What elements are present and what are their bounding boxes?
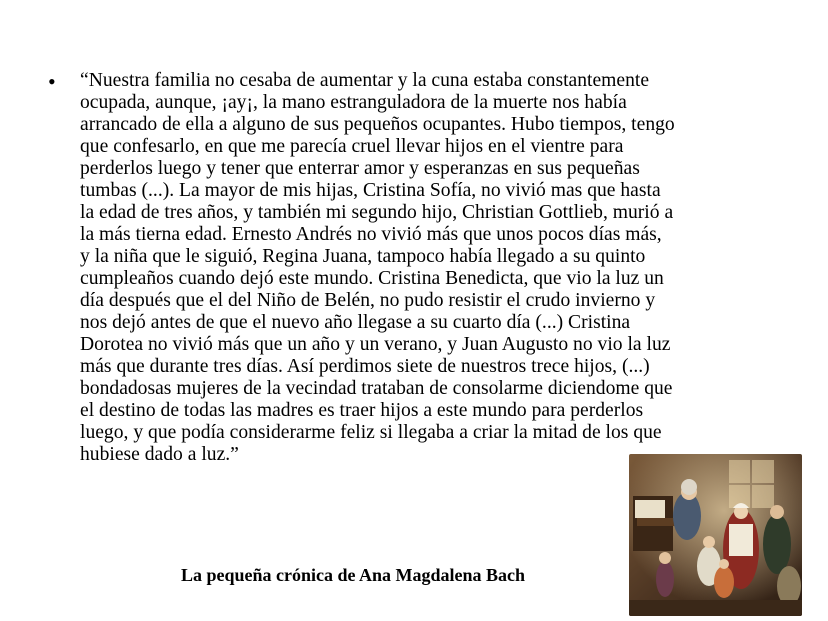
- bullet-marker: •: [48, 69, 56, 94]
- quote-text: “Nuestra familia no cesaba de aumentar y la cuna estaba constantemente ocupada, aunque, ¡ay¡, la mano estranguladora de la muerte nos había arrancado de ella a alguno de sus pequeños ocupantes. Hubo tiempos, tengo que confesarlo, en que me parecía cruel llevar hijos en el vientre para perderlos luego y tener que enterrar amor y esperanzas en sus pequeñas tumbas (...). La mayor de mis hijas, Cristina Sofía, no vivió mas que hasta la edad de tres años, y también mi segundo hijo, Christian Gottlieb, murió a la más tierna edad. Ernesto Andrés no vivió más que unos pocos días más, y la niña que le siguió, Regina Juana, tampoco había llegado a su quinto cumpleaños cuando dejó este mundo. Cristina Benedicta, que vio la luz un día después que el del Niño de Belén, no pudo resistir el crudo invierno y nos dejó antes de que el nuevo año llegase a su cuarto día (...) Cristina Dorotea no vivió más que un año y un verano, y Juan Augusto no vio la luz más que durante tres días. Así perdimos siete de nuestros trece hijos, (...) bondadosas mujeres de la vecindad trataban de consolarme diciendome que el destino de todas las madres es traer hijos a este mundo para perderlos luego, y que podía considerarme feliz si llegaba a criar la mitad de los que hubiese dado a luz.”: [80, 70, 675, 465]
- book-title-caption: La pequeña crónica de Ana Magdalena Bach: [181, 565, 526, 585]
- family-music-painting: [629, 454, 802, 616]
- painting-girl: [714, 566, 734, 598]
- painting-boy: [656, 561, 674, 597]
- painting-figure-right: [763, 514, 791, 574]
